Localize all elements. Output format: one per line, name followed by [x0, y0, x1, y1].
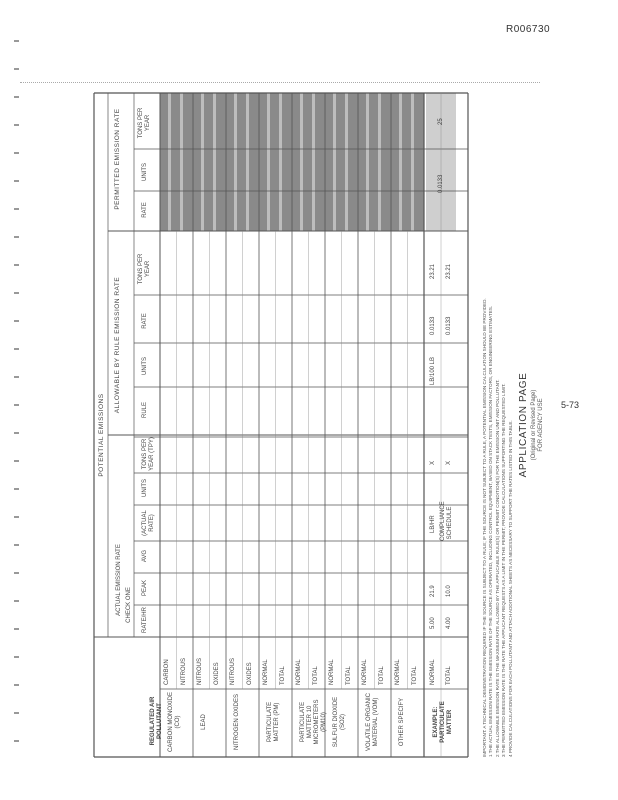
- permitted-shaded-cell: [325, 93, 358, 231]
- example-permit-tpy: 25: [438, 118, 444, 125]
- binding-mark: [14, 180, 19, 182]
- binding-mark: [14, 656, 19, 658]
- permitted-shade-stripe: [312, 93, 315, 231]
- sub-tpy: TONS PER YEAR (TPY): [142, 437, 155, 471]
- document-id: R006730: [506, 24, 551, 35]
- pollutant-condition-normal: NITROUS: [230, 658, 236, 685]
- binding-mark: [14, 684, 19, 686]
- example-value-2: 4.00: [446, 617, 452, 629]
- header-check-one-a: CHECK ONE: [126, 587, 132, 623]
- binding-mark: [14, 320, 19, 322]
- example-allow-tpy-2: 23.21: [446, 263, 452, 279]
- pollutant-condition-total: TOTAL: [379, 666, 385, 685]
- permitted-shade-stripe: [267, 93, 270, 231]
- sub-avg: AVG: [142, 549, 148, 563]
- pollutant-condition-normal: NITROUS: [197, 658, 203, 685]
- permitted-shade-stripe: [378, 93, 381, 231]
- binding-mark: [14, 208, 19, 210]
- sub-rate-b: RATE: [142, 313, 148, 329]
- permitted-shaded-cell: [193, 93, 226, 231]
- header-actual: ACTUAL EMISSION RATE: [116, 544, 122, 616]
- permitted-shaded-cell: [391, 93, 424, 231]
- example-value-4: 10.0: [446, 585, 452, 597]
- pollutant-name: OTHER SPECIFY: [399, 697, 405, 747]
- binding-mark: [14, 68, 19, 70]
- example-row-label: EXAMPLE: PARTICULATE MATTER: [433, 701, 453, 743]
- sub-peak: PEAK: [142, 580, 148, 597]
- binding-mark: [14, 40, 19, 42]
- binding-mark: [14, 628, 19, 630]
- pollutant-condition-total: TOTAL: [280, 666, 286, 685]
- header-pollutant: REGULATED AIR POLLUTANT: [150, 696, 163, 746]
- sub-tpy-b: TONS PER YEAR: [138, 253, 151, 285]
- pollutant-name: LEAD: [201, 714, 207, 730]
- form-grid: [90, 85, 546, 765]
- permitted-shaded-cell: [226, 93, 259, 231]
- binding-mark: [14, 376, 19, 378]
- sub-rate-c: RATE: [142, 202, 148, 218]
- permitted-shade-stripe: [168, 93, 171, 231]
- example-total: TOTAL: [446, 666, 452, 685]
- pollutant-condition-normal: NORMAL: [395, 659, 401, 685]
- example-units: LB/HR: [430, 515, 436, 533]
- example-value-1: 5.00: [430, 617, 436, 629]
- example-compliance: COMPLIANCE SCHEDULE: [440, 501, 453, 541]
- pollutant-name: PARTICULATE MATTER 10 MICROMETERS (PM10): [300, 699, 327, 745]
- permitted-shaded-cell: [160, 93, 193, 231]
- footnote: IMPORTANT: A TECHNICAL DEMONSTRATION REQUIRED IF THE SOURCE IS SUBJECT TO A RULE; IF THE SOURCE IS NOT SUBJECT TO A RULE, A POTENTIAL EMISSION CALCULATION SHOULD BE PROVIDED.: [482, 298, 487, 757]
- pollutant-condition-normal: CARBON: [164, 659, 170, 685]
- pollutant-name: PARTICULATE MATTER (PM): [267, 701, 280, 743]
- permitted-shade-stripe: [213, 93, 216, 231]
- application-page-agency: FOR AGENCY USE: [538, 398, 544, 452]
- pollutant-condition-total: NITROUS: [181, 658, 187, 685]
- permitted-shade-stripe: [345, 93, 348, 231]
- permitted-shaded-cell: [358, 93, 391, 231]
- footnote: 3 THE PERMITTED EMISSION RATE IS THE RATE THE APPLICANT REQUESTS AS A LIMIT IN THE PERMIT; PROVIDE CALCULATIONS SUPPORTING THE REQUESTED LIMIT.: [501, 383, 507, 757]
- header-allowable: ALLOWABLE BY RULE EMISSION RATE: [114, 276, 121, 414]
- example-normal: NORMAL: [430, 659, 436, 685]
- sub-tpy-c: TONS PER YEAR: [138, 107, 151, 139]
- binding-mark: [14, 600, 19, 602]
- emission-form: [90, 85, 546, 765]
- binding-mark: [14, 516, 19, 518]
- binding-mark: [14, 432, 19, 434]
- binding-mark: [14, 404, 19, 406]
- example-allow-tpy: 23.21: [430, 263, 436, 279]
- pollutant-condition-total: OXIDES: [247, 662, 253, 685]
- footnote: 4 PROVIDE CALCULATIONS FOR EACH POLLUTANT AND ATTACH ADDITIONAL SHEETS AS NECESSARY TO SUPPORT THE RATES LISTED IN THIS TABLE.: [507, 420, 513, 757]
- binding-hole-marks: [14, 40, 20, 770]
- permitted-shaded-cell: [259, 93, 292, 231]
- pollutant-name: SULFUR DIOXIDE (SO2): [333, 696, 346, 748]
- sub-rate-hr: RATE/HR: [142, 607, 148, 633]
- pollutant-condition-normal: NORMAL: [263, 659, 269, 685]
- sub-actual: (ACTUAL RATE): [142, 510, 155, 536]
- permitted-shade-stripe: [333, 93, 336, 231]
- binding-mark: [14, 152, 19, 154]
- permitted-shade-stripe: [300, 93, 303, 231]
- pollutant-name: CARBON MONOXIDE (CO): [168, 692, 181, 753]
- sub-units-b: UNITS: [142, 357, 148, 375]
- permitted-shaded-cell: [292, 93, 325, 231]
- pollutant-condition-total: OXIDES: [214, 662, 220, 685]
- permitted-shade-stripe: [201, 93, 204, 231]
- binding-mark: [14, 544, 19, 546]
- page-number: 5-73: [561, 400, 580, 410]
- permitted-shade-stripe: [366, 93, 369, 231]
- pollutant-condition-total: TOTAL: [346, 666, 352, 685]
- permitted-shade-stripe: [411, 93, 414, 231]
- permitted-shade-stripe: [279, 93, 282, 231]
- binding-mark: [14, 236, 19, 238]
- binding-mark: [14, 264, 19, 266]
- sub-units-c: UNITS: [142, 163, 148, 181]
- header-permitted: PERMITTED EMISSION RATE: [114, 108, 121, 210]
- binding-mark: [14, 96, 19, 98]
- pollutant-condition-total: TOTAL: [313, 666, 319, 685]
- footnotes: [482, 97, 514, 757]
- binding-mark: [14, 572, 19, 574]
- pollutant-condition-normal: NORMAL: [296, 659, 302, 685]
- example-mark-2: X: [446, 460, 452, 465]
- binding-mark: [14, 712, 19, 714]
- binding-mark: [14, 460, 19, 462]
- binding-mark: [14, 488, 19, 490]
- binding-mark: [14, 124, 19, 126]
- header-emission-group: POTENTIAL EMISSIONS: [98, 393, 105, 477]
- permitted-shade-stripe: [180, 93, 183, 231]
- footnote: 2 THE ALLOWABLE EMISSION RATE IS THE MAXIMUM RATE ALLOWED BY THE APPLICABLE RULE(S) OR PERMIT CONDITION(S) FOR THE EMISSION UNIT AND POLLUTANT.: [494, 379, 500, 757]
- binding-mark: [14, 292, 19, 294]
- application-page-subtitle: (Original or Revised Page): [531, 389, 537, 461]
- sub-units-a: UNITS: [142, 479, 148, 497]
- example-allow-units: LB/100 LB: [430, 356, 436, 385]
- permitted-shade-stripe: [246, 93, 249, 231]
- pollutant-condition-normal: NORMAL: [362, 659, 368, 685]
- binding-mark: [14, 740, 19, 742]
- binding-mark: [14, 348, 19, 350]
- example-value-3: 21.9: [430, 585, 436, 597]
- pollutant-condition-total: TOTAL: [412, 666, 418, 685]
- example-mark-1: X: [430, 460, 436, 465]
- sub-rule: RULE: [142, 402, 148, 419]
- application-page-title: APPLICATION PAGE: [518, 372, 529, 478]
- permitted-shade-stripe: [234, 93, 237, 231]
- example-allow-rate: 0.0133: [430, 316, 436, 335]
- pollutant-name: NITROGEN OXIDES: [234, 694, 240, 751]
- pollutant-condition-normal: NORMAL: [329, 659, 335, 685]
- example-allow-rate-2: 0.0133: [446, 316, 452, 335]
- example-permit-rate: 0.0133: [438, 174, 444, 193]
- permitted-shade-stripe: [399, 93, 402, 231]
- pollutant-name: VOLATILE ORGANIC MATERIAL (VOM): [366, 693, 379, 751]
- footnote: 1 THE ACTUAL EMISSION RATE IS THE EMISSION RATE OF THE SOURCE AS OPERATED, INCLUDING CONTROL EQUIPMENT, BASED ON STACK TESTS, EMISSION FACTORS, OR ENGINEERING ESTIMATES.: [488, 305, 494, 757]
